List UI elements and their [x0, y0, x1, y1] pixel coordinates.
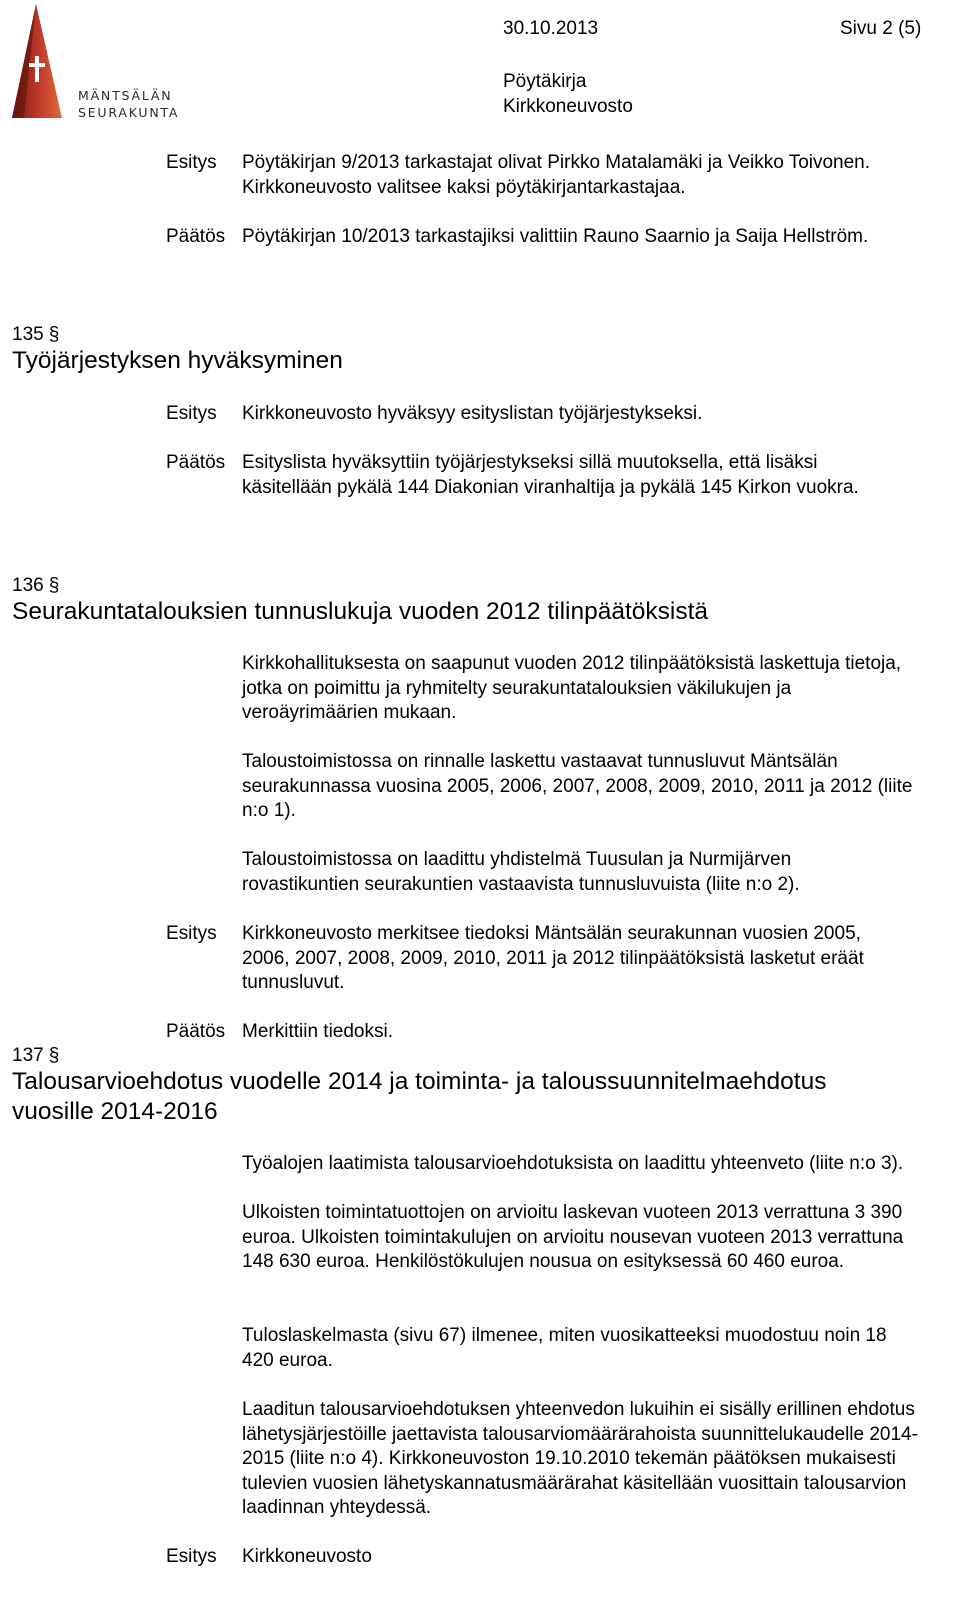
s137-paragraph-3: Tuloslaskelmasta (sivu 67) ilmenee, miten vuosikatteeksi muodostuu noin 18 420 euroa. — [242, 1325, 887, 1371]
esitys-label: Esitys — [166, 1546, 217, 1567]
paatos-label: Päätös — [166, 1021, 226, 1042]
s136-paragraph-1: Kirkkohallituksesta on saapunut vuoden 2012 tilinpäätöksistä laskettuja tietoja, jotka on poimittu ja ryhmitelty seurakuntatalouksien väkilukujen ja veroäyrimäärien mukaan. — [242, 653, 902, 724]
s137-paragraph-2: Ulkoisten toimintatuottojen on arvioitu laskevan vuoteen 2013 verrattuna 3 390 euroa. Ulkoisten toimintakulujen on arvioitu nousevan vuoteen 2013 verrattuna 148 630 euroa. Henkilöstökulujen nousua on esityksessä 60 460 euroa. — [242, 1202, 904, 1273]
s135-esitys-text: Kirkkoneuvosto hyväksyy esityslistan työjärjestykseksi. — [242, 403, 703, 424]
section-number — [12, 1044, 59, 1069]
section-number-value: 136 — [12, 575, 44, 596]
section-title-continued: vuosille 2014-2016 — [12, 1098, 218, 1125]
section-symbol: § — [48, 324, 60, 345]
logo-line-2: SEURAKUNTA — [78, 105, 180, 120]
s136-esitys-text: Kirkkoneuvosto merkitsee tiedoksi Mäntsälän seurakunnan vuosien 2005, 2006, 2007, 2008, 2009, 2010, 2011 ja 2012 tilinpäätöksistä lasketut eräät tunnusluvut. — [242, 923, 864, 994]
intro-esitys-text: Pöytäkirjan 9/2013 tarkastajat olivat Pirkko Matalamäki ja Veikko Toivonen. Kirkkoneuvosto valitsee kaksi pöytäkirjantarkastajaa. — [242, 152, 871, 198]
section-title: Seurakuntatalouksien tunnuslukuja vuoden 2012 tilinpäätöksistä — [12, 598, 709, 625]
church-logo — [10, 2, 190, 124]
document-body: Kirkkoneuvosto — [503, 96, 633, 117]
esitys-label: Esitys — [166, 923, 217, 944]
s136-paatos-text: Merkittiin tiedoksi. — [242, 1021, 393, 1042]
section-title: Työjärjestyksen hyväksyminen — [12, 347, 343, 374]
s137-esitys-text: Kirkkoneuvosto — [242, 1546, 372, 1567]
s136-paragraph-2: Taloustoimistossa on rinnalle laskettu vastaavat tunnusluvut Mäntsälän seurakunnassa vuosina 2005, 2006, 2007, 2008, 2009, 2010, 2011 ja 2012 (liite n:o 1). — [242, 751, 913, 822]
section-symbol: § — [48, 1045, 60, 1066]
s136-paragraph-3: Taloustoimistossa on laadittu yhdistelmä Tuusulan ja Nurmijärven rovastikuntien seurakuntien vastaavista tunnusluvuista (liite n:o 2). — [242, 849, 800, 895]
document-date: 30.10.2013 — [503, 18, 599, 39]
section-title: Talousarvioehdotus vuodelle 2014 ja toiminta- ja taloussuunnitelmaehdotus — [12, 1068, 827, 1095]
s137-paragraph-4: Laaditun talousarvioehdotuksen yhteenvedon lukuihin ei sisälly erillinen ehdotus lähetysjärjestöille jaettavista talousarviomäärärahoista suunnittelukaudelle 2014-2015 (liite n:o 4). Kirkkoneuvoston 19.10.2010 tekemän päätöksen mukaisesti tulevien vuosien lähetyskannatusmäärärahat käsitellään vuosittain talousarvion laadinnan yhteydessä. — [242, 1399, 918, 1519]
page-number: Sivu 2 (5) — [840, 18, 922, 39]
section-number-value: 137 — [12, 1045, 44, 1066]
document-type: Pöytäkirja — [503, 71, 587, 92]
paatos-label: Päätös — [166, 452, 226, 473]
section-number — [12, 323, 59, 348]
esitys-label: Esitys — [166, 403, 217, 424]
logo-line-1: MÄNTSÄLÄN — [78, 88, 173, 103]
section-number — [12, 574, 59, 599]
section-symbol: § — [48, 575, 60, 596]
s137-paragraph-1: Työalojen laatimista talousarvioehdotuksista on laadittu yhteenveto (liite n:o 3). — [242, 1153, 904, 1174]
section-number-value: 135 — [12, 324, 44, 345]
esitys-label: Esitys — [166, 152, 217, 173]
intro-paatos-text: Pöytäkirjan 10/2013 tarkastajiksi valittiin Rauno Saarnio ja Saija Hellström. — [242, 226, 869, 247]
church-spire-icon — [10, 2, 70, 124]
s135-paatos-text: Esityslista hyväksyttiin työjärjestykseksi sillä muutoksella, että lisäksi käsitellään pykälä 144 Diakonian viranhaltija ja pykälä 145 Kirkon vuokra. — [242, 452, 859, 498]
paatos-label: Päätös — [166, 226, 226, 247]
